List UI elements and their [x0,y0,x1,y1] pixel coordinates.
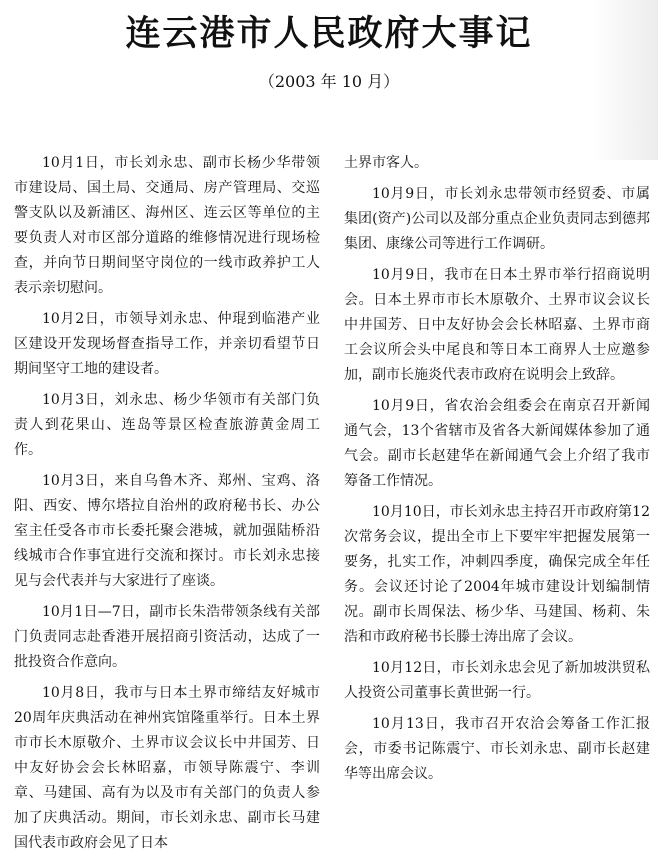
page-title: 连云港市人民政府大事记 [125,14,533,54]
entry-paragraph: 10月10日，市长刘永忠主持召开市政府第12次常务会议，提出全市上下要牢牢把握发展第一要务，扎实工作，冲刺四季度，确保完成全年任务。会议还讨论了2004年城市建设计划编制情况。副市长周保法、杨少华、马建国、杨莉、朱浩和市政府秘书长滕士涛出席了会议。 [344,504,650,645]
entry-paragraph: 10月9日，我市在日本土界市举行招商说明会。日本土界市市长木原敬介、土界市议会议长中井国芳、日中友好协会会长林昭嘉、土界市商工会议所会头中尾良和等日本工商界人士应邀参加，副市长施炎代表市政府在说明会上致辞。 [344,267,650,383]
entry-paragraph: 10月3日，刘永忠、杨少华领市有关部门负责人到花果山、连岛等景区检查旅游黄金周工作。 [14,392,320,458]
entry-paragraph: 10月3日，来自乌鲁木齐、郑州、宝鸡、洛阳、西安、博尔塔拉自治州的政府秘书长、办公室主任受各市市长委托聚会港城，就加强陆桥沿线城市合作事宜进行交流和探讨。市长刘永忠接见与会代表并与大家进行了座谈。 [14,473,320,589]
right-column [344,151,650,793]
entry-paragraph: 10月9日，市长刘永忠带领市经贸委、市属集团(资产)公司以及部分重点企业负责同志到德邦集团、康缘公司等进行工作调研。 [344,186,650,252]
entry-paragraph: 10月1日，市长刘永忠、副市长杨少华带领市建设局、国土局、交通局、房产管理局、交巡警支队以及新浦区、海州区、连云区等单位的主要负责人对市区部分道路的维修情况进行现场检查，并向节日期间坚守岗位的一线市政养护工人表示亲切慰问。 [14,155,320,296]
left-column [14,151,320,862]
entry-paragraph: 10月9日，省农治会组委会在南京召开新闻通气会，13个省辖市及省各大新闻媒体参加了通气会。副市长赵建华在新闻通气会上介绍了我市筹备工作情况。 [344,398,650,489]
entry-paragraph: 10月12日，市长刘永忠会见了新加坡洪贸私人投资公司董事长黄世弼一行。 [344,660,650,701]
entry-paragraph: 10月8日，我市与日本土界市缔结友好城市20周年庆典活动在神州宾馆隆重举行。日本土界市市长木原敬介、土界市议会议长中井国芳、日中友好协会会长林昭嘉，市领导陈震宁、李训章、马建国、高有为以及市有关部门的负责人参加了庆典活动。期间，市长刘永忠、副市长马建国代表市政府会见了日本 [14,685,320,851]
entry-paragraph: 10月13日，我市召开农洽会筹备工作汇报会，市委书记陈震宁、市长刘永忠、副市长赵建华等出席会议。 [344,716,650,782]
entry-paragraph: 10月1日—7日，副市长朱浩带领条线有关部门负责同志赴香港开展招商引资活动，达成了一批投资合作意向。 [14,604,320,670]
page-subtitle: （2003 年 10 月） [258,72,400,91]
entry-paragraph: 10月2日，市领导刘永忠、仲琨到临港产业区建设开发现场督查指导工作，并亲切看望节日期间坚守工地的建设者。 [14,311,320,377]
entry-paragraph-continued: 土界市客人。 [344,155,428,171]
